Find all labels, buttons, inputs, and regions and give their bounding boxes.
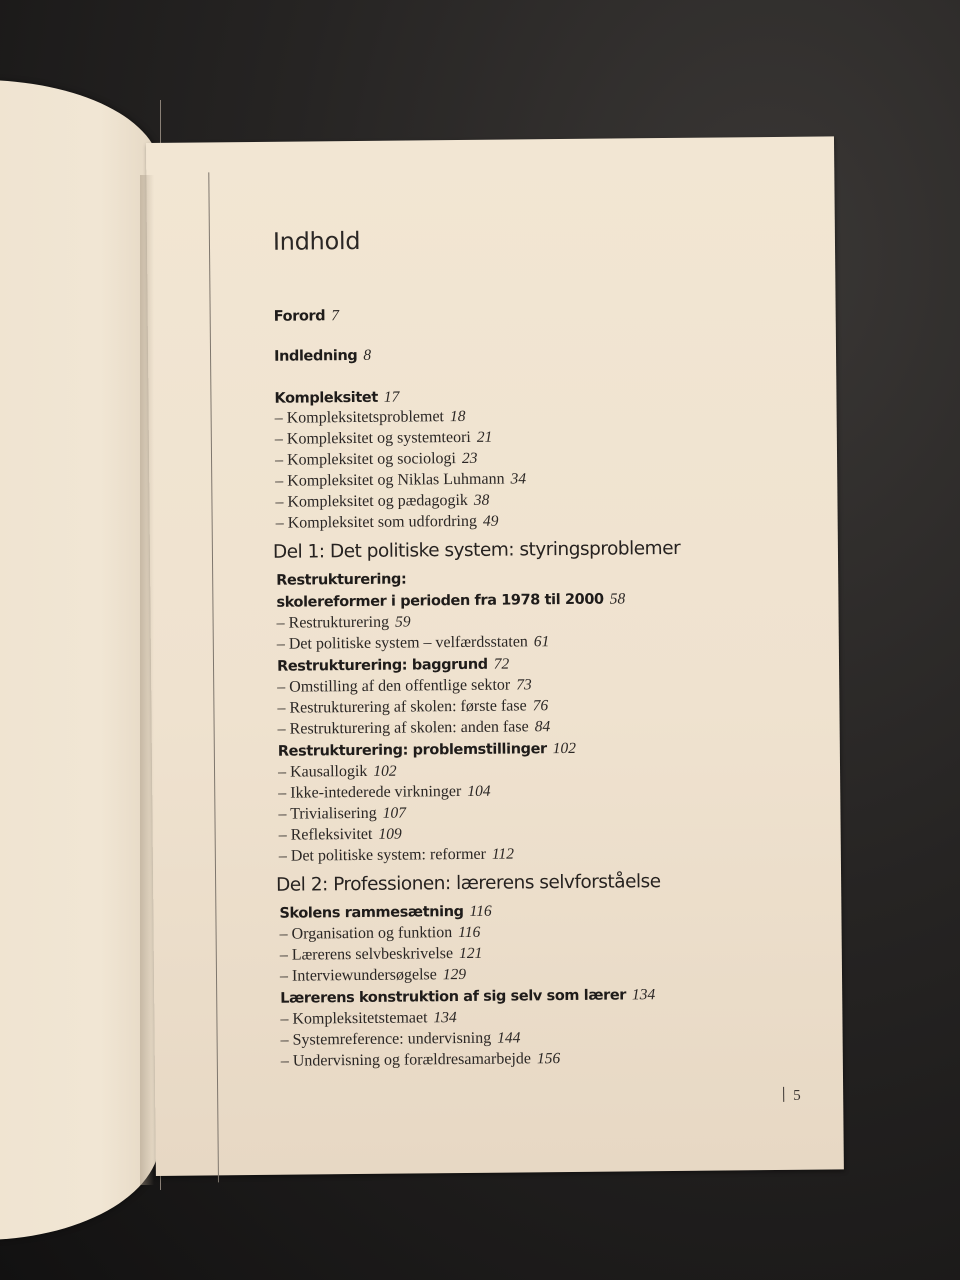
entry-page: 84 xyxy=(534,718,551,736)
entry-page: 73 xyxy=(516,676,532,694)
right-page xyxy=(146,136,844,1176)
entry-page: 121 xyxy=(458,944,483,963)
part-heading: Del 1: Det politiske system: styringsproblemer xyxy=(272,537,681,563)
entry-label: Restrukturering: problemstillinger xyxy=(277,741,547,760)
entry-page: 112 xyxy=(491,845,515,863)
toc-section-line1: Restrukturering: xyxy=(276,571,407,589)
toc-title: Indhold xyxy=(272,226,361,256)
toc-subentry xyxy=(277,629,817,655)
entry-label: – Kompleksitet og Niklas Luhmann xyxy=(275,470,505,490)
entry-label: skolereformer i perioden fra 1978 til 2000 xyxy=(276,591,604,611)
entry-label: – Restrukturering xyxy=(276,613,390,632)
entry-label: – Restrukturering af skolen: anden fase xyxy=(277,718,529,738)
entry-label: – Omstilling af den offentlige sektor xyxy=(277,676,511,696)
toc-subentry xyxy=(281,1046,821,1072)
entry-label: – Ikke-intederede virkninger xyxy=(278,783,462,802)
entry-label: Lærerens konstruktion af sig selv som lærer xyxy=(280,987,627,1007)
entry-label: – Trivialisering xyxy=(278,804,377,823)
page-number-divider xyxy=(783,1087,784,1102)
table-of-contents xyxy=(273,223,821,1072)
entry-label: – Det politiske system – velfærdsstaten xyxy=(276,633,528,653)
entry-page: 102 xyxy=(373,762,397,780)
gutter-shadow xyxy=(140,175,154,1185)
entry-label: – Kompleksitetstemaet xyxy=(280,1009,428,1028)
entry-page: 49 xyxy=(482,512,499,530)
toc-entry-forord xyxy=(274,303,814,326)
entry-label: – Refleksivitet xyxy=(278,825,373,844)
toc-entry-indledning xyxy=(274,343,814,366)
part-heading: Del 2: Professionen: lærerens selvforståelse xyxy=(276,871,661,896)
entry-label: – Kompleksitet og sociologi xyxy=(274,450,456,469)
entry-page: 59 xyxy=(394,613,411,631)
entry-label: Indledning xyxy=(273,347,358,365)
entry-page: 17 xyxy=(383,388,400,406)
entry-label: – Restrukturering af skolen: første fase xyxy=(277,697,527,717)
entry-page: 116 xyxy=(469,902,492,920)
entry-label: Skolens rammesætning xyxy=(279,903,464,922)
entry-page: 76 xyxy=(532,697,549,715)
margin-rule xyxy=(208,172,219,1182)
entry-label: – Kompleksitet som udfordring xyxy=(275,512,478,532)
entry-page: 23 xyxy=(461,449,478,467)
entry-page: 109 xyxy=(378,825,402,843)
entry-page: 144 xyxy=(497,1029,521,1047)
entry-label: – Kompleksitet og systemteori xyxy=(274,428,471,448)
entry-page: 107 xyxy=(382,804,407,822)
entry-page: 58 xyxy=(609,590,626,608)
entry-label: Forord xyxy=(273,308,326,325)
entry-label: – Undervisning og forældresamarbejde xyxy=(280,1050,532,1070)
entry-page: 129 xyxy=(442,965,467,984)
entry-label: – Kompleksitet og pædagogik xyxy=(275,491,468,511)
entry-label: Kompleksitet xyxy=(274,389,378,407)
entry-label: – Lærerens selvbeskrivelse xyxy=(279,945,454,964)
entry-page: 134 xyxy=(433,1009,457,1027)
left-page xyxy=(0,80,160,1240)
entry-label: – Kausallogik xyxy=(277,762,368,781)
entry-page: 21 xyxy=(476,428,493,446)
entry-page: 7 xyxy=(331,307,340,325)
page-number-value: 5 xyxy=(793,1087,801,1104)
entry-page: 72 xyxy=(493,655,510,673)
toc-subentry xyxy=(276,508,816,534)
entry-page: 61 xyxy=(533,633,550,651)
entry-page: 116 xyxy=(458,923,481,942)
entry-page: 134 xyxy=(631,986,656,1004)
page-number xyxy=(783,1087,801,1105)
entry-label: – Organisation og funktion xyxy=(279,924,453,943)
entry-label: – Det politiske system: reformer xyxy=(278,845,486,865)
entry-label: Restrukturering: baggrund xyxy=(276,656,488,675)
toc-subentry xyxy=(278,714,818,740)
entry-page: 104 xyxy=(467,782,491,800)
entry-page: 34 xyxy=(510,470,527,488)
entry-label: – Kompleksitetsproblemet xyxy=(274,408,445,427)
entry-page: 38 xyxy=(473,491,490,509)
toc-subentry xyxy=(279,841,819,867)
entry-page: 18 xyxy=(449,407,466,426)
toc-subentry xyxy=(280,961,820,987)
entry-page: 156 xyxy=(536,1050,561,1068)
entry-label: – Systemreference: undervisning xyxy=(280,1029,492,1049)
entry-page: 102 xyxy=(552,739,577,758)
entry-page: 8 xyxy=(363,346,372,364)
entry-label: – Interviewundersøgelse xyxy=(279,966,437,985)
